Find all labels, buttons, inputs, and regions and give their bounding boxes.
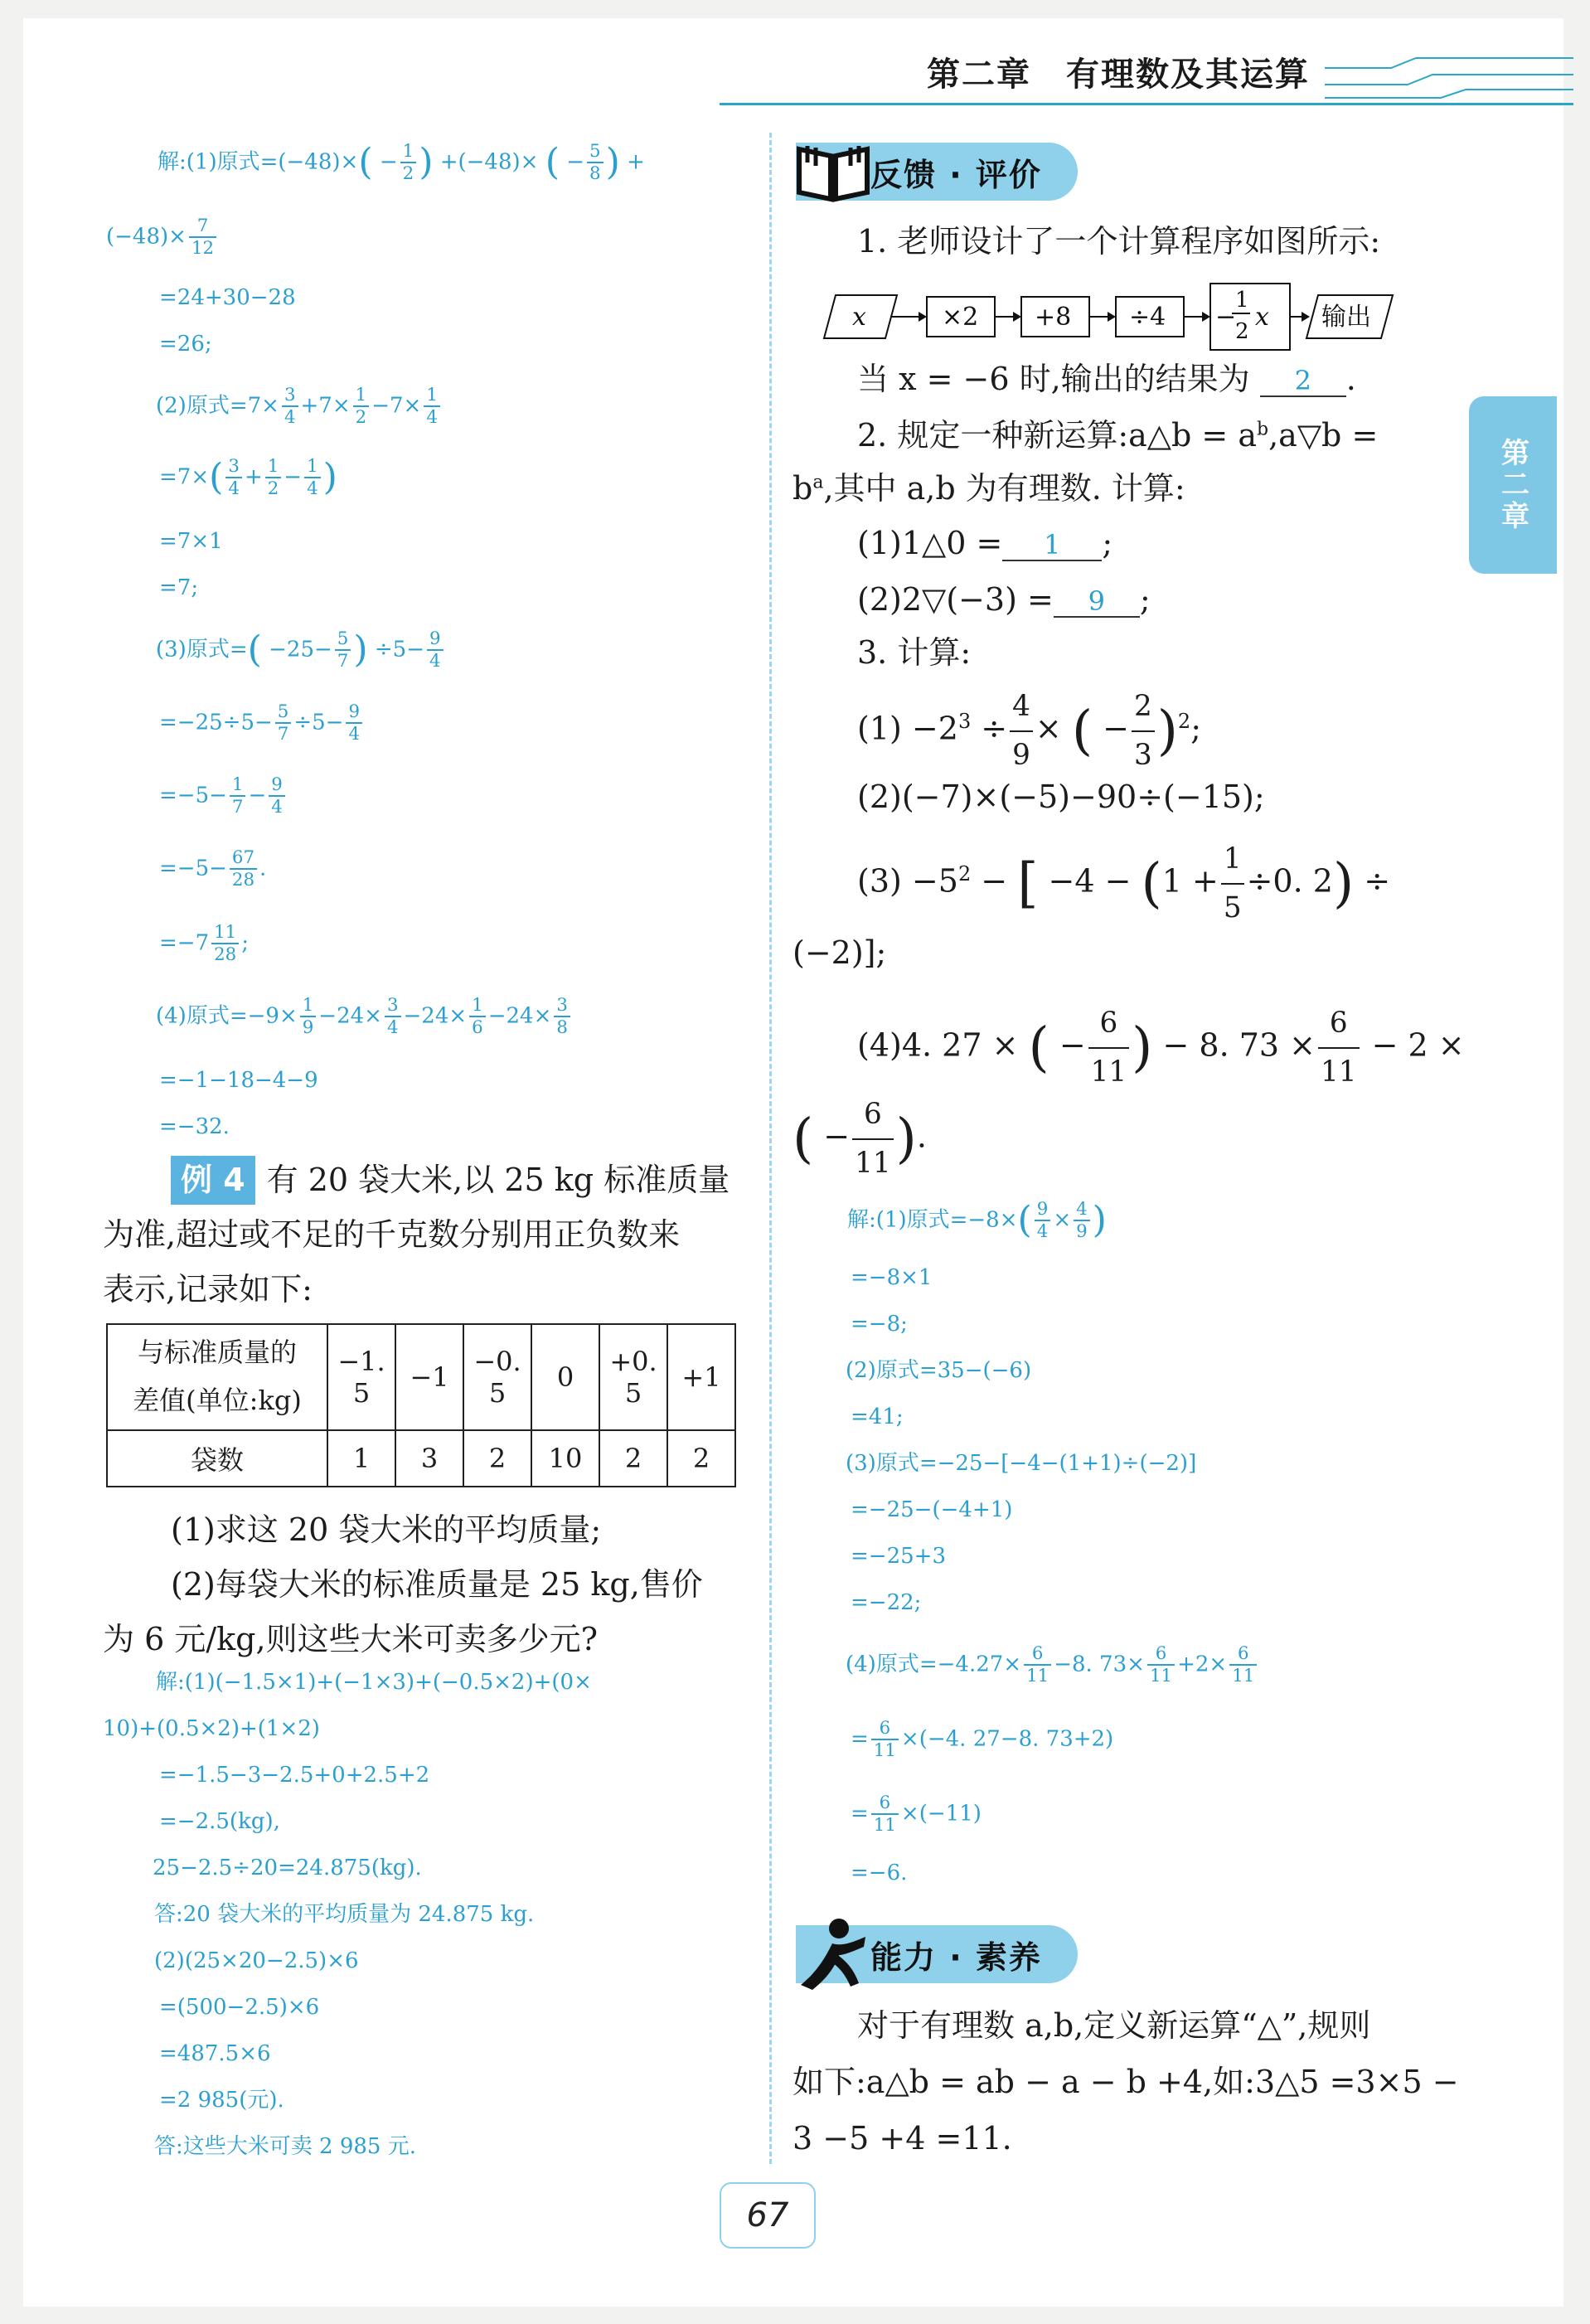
header-decoration [1325,51,1573,101]
flow-step-divide: ÷4 [1129,303,1166,332]
chapter-side-tab: 第二章 [1469,396,1557,574]
example4-question1: (1)求这 20 袋大米的平均质量; [171,1511,602,1548]
sol3-line1: 解:(1)原式=(−48)×( − $\frac{1}{2}$ ) +(−48)× ( − $\frac{5}{8}$ ) + [158,141,645,185]
rsol-line2: =−8×1 [851,1265,933,1290]
example4-line3: 表示,记录如下: [103,1271,313,1308]
running-figure-icon [793,1914,872,1993]
table-cell: 2 [463,1430,531,1487]
sol3-line9: (3)原式=( −25− $\frac{5}{7}$ ) ÷5− $\frac{9}{4}$ [156,630,446,671]
sol4-line9: =487.5×6 [159,2041,271,2066]
rsol-line13: =−6. [851,1861,908,1885]
q3-part2: (2)(−7)×(−5)−90÷(−15); [857,779,1265,815]
feedback-banner: 反馈 · 评价 [796,143,1078,201]
page-number: 67 [720,2182,816,2249]
calc-flowchart [821,280,1401,355]
sol3-line6: =7×( $\frac{3}{4}$ + $\frac{1}{2}$ − $\frac{1}{4}$ ) [159,456,337,500]
sol4-line7: (2)(25×20−2.5)×6 [154,1948,359,1973]
sol3-line2: (−48)× $\frac{7}{12}$ [106,217,219,258]
sol3-line7: =7×1 [159,529,223,554]
sol4-line11: 答:这些大米可卖 2 985 元. [154,2134,416,2159]
open-book-icon [796,138,870,204]
rsol-line3: =−8; [851,1312,908,1337]
rsol-line7: =−25−(−4+1) [851,1497,1013,1522]
sol4-line2: 10)+(0.5×2)+(1×2) [103,1716,320,1741]
table-cell: −1 [395,1324,463,1430]
table-cell: 10 [531,1430,599,1487]
ability-line2: 如下:a△b = ab − a − b +4,如:3△5 =3×5 − [793,2064,1459,2100]
flow-output: 输出 [1321,303,1371,332]
flow-step-add: +8 [1035,303,1072,332]
q3-title: 3. 计算: [857,634,972,671]
q1-text: 1. 老师设计了一个计算程序如图所示: [857,223,1381,260]
example4-line1: 例 4 有 20 袋大米,以 25 kg 标准质量 [171,1156,730,1205]
sol3-line16: =−32. [159,1114,230,1139]
ability-banner: 能力 · 素养 [796,1925,1078,1983]
rice-weight-table [106,1323,736,1487]
q2-part1: (1)1△0 = 1 ; [857,525,1113,561]
q1-answer: 2 [1260,366,1346,397]
flow-input: x [852,303,866,332]
example4-line2: 为准,超过或不足的千克数分别用正负数来 [103,1216,681,1253]
sol4-line8: =(500−2.5)×6 [159,1995,320,2020]
flow-step-multiply: ×2 [942,303,979,332]
table-cell: +1 [667,1324,735,1430]
sol4-line1: 解:(1)(−1.5×1)+(−1×3)+(−0.5×2)+(0× [156,1670,592,1695]
q2-part2-answer: 9 [1054,587,1140,618]
sol4-line3: =−1.5−3−2.5+0+2.5+2 [159,1763,430,1788]
q3-part3: $(3) -5^2$ − [ −4 − (1 + $\frac{1}{5}$ ÷0. 2) ÷ [857,837,1390,930]
table-cell: +0. 5 [599,1324,667,1430]
svg-text:1: 1 [1235,288,1249,313]
rsol-line9: =−22; [851,1590,922,1615]
column-divider [769,133,772,2164]
sol4-line10: =2 985(元). [159,2088,284,2113]
flow-step-x: x [1255,303,1269,332]
table-cell: 0 [531,1324,599,1430]
table-cell: 2 [599,1430,667,1487]
rsol-line1: 解:(1)原式=−8×( $\frac{9}{4}$ × $\frac{4}{9}$ ) [847,1199,1107,1243]
header-rule [720,103,1573,105]
sol4-line6: 答:20 袋大米的平均质量为 24.875 kg. [154,1902,535,1927]
rsol-line6: (3)原式=−25−[−4−(1+1)÷(−2)] [846,1451,1197,1476]
sol3-line13: =−7 $\frac{11}{28}$ ; [159,922,250,966]
ability-line3: 3 −5 +4 =11. [793,2120,1012,2157]
sol3-line12: =−5− $\frac{67}{28}$ . [159,847,267,891]
sol4-line4: =−2.5(kg), [159,1809,280,1834]
q2-part1-answer: 1 [1002,531,1102,561]
q3-part1: $(1) -2^3$ ÷ $\frac{4}{9}$ × ( − $\frac{2}{3}$ )$^2$; [857,685,1201,778]
rsol-line5: =41; [851,1405,904,1429]
q3-part4b: ( − $\frac{6}{11}$ ). [793,1093,927,1186]
table-cell: 2 [667,1430,735,1487]
table-cell: 3 [395,1430,463,1487]
q1-ask: 当 x = −6 时,输出的结果为 2 . [857,361,1356,397]
q3-part4: (4)4. 27 × ( − $\frac{6}{11}$ ) − 8. 73 × $\frac{6}{11}$ − 2 × [857,1002,1465,1094]
sol3-line8: =7; [159,575,199,600]
example-badge: 例 4 [171,1156,255,1205]
sol4-line5: 25−2.5÷20=24.875(kg). [153,1856,422,1880]
flow-step-minus: − [1215,303,1237,332]
table-row-label: 袋数 [107,1430,327,1487]
q3-part3b: (−2)]; [793,934,887,971]
rsol-line11: = $\frac{6}{11}$ ×(−4. 27−8. 73+2) [851,1718,1114,1762]
table-cell: −1. 5 [327,1324,395,1430]
q2-line1: 2. 规定一种新运算:a△b = $a^b,a▽b$ = [857,417,1379,454]
rsol-line12: = $\frac{6}{11}$ ×(−11) [851,1793,982,1836]
sol3-line5: (2)原式=7× $\frac{3}{4}$ +7× $\frac{1}{2}$ −7× $\frac{1}{4}$ [156,386,443,427]
q2-line2: $b^a$,其中 a,b 为有理数. 计算: [793,470,1185,507]
q2-part2: (2)2▽(−3) = 9 ; [857,581,1151,618]
sol3-line15: =−1−18−4−9 [159,1068,318,1093]
table-header-cell: 与标准质量的 差值(单位:kg) [107,1324,327,1430]
table-cell: −0. 5 [463,1324,531,1430]
page-header [720,40,1573,114]
example4-question2b: 为 6 元/kg,则这些大米可卖多少元? [103,1621,598,1657]
sol3-line4: =26; [159,332,212,357]
sol3-line10: =−25÷5− $\frac{5}{7}$ ÷5− $\frac{9}{4}$ [159,703,365,744]
chapter-title: 第二章 有理数及其运算 [927,56,1310,94]
sol3-line14: (4)原式=−9× $\frac{1}{9}$ −24× $\frac{3}{4}$ −24× $\frac{1}{6}$ −24× $\frac{3}{8}$ [156,997,573,1037]
rsol-line8: =−25+3 [851,1544,946,1569]
sol3-line11: =−5− $\frac{1}{7}$ − $\frac{9}{4}$ [159,776,288,817]
ability-line1: 对于有理数 a,b,定义新运算“△”,规则 [857,2007,1371,2044]
example4-question2a: (2)每袋大米的标准质量是 25 kg,售价 [171,1566,703,1603]
sol3-line3: =24+30−28 [159,285,296,310]
rsol-line4: (2)原式=35−(−6) [846,1358,1032,1383]
table-cell: 1 [327,1430,395,1487]
svg-text:2: 2 [1235,319,1249,344]
rsol-line10: (4)原式=−4.27× $\frac{6}{11}$ −8. 73× $\frac{6}{11}$ +2× $\frac{6}{11}$ [846,1645,1259,1686]
